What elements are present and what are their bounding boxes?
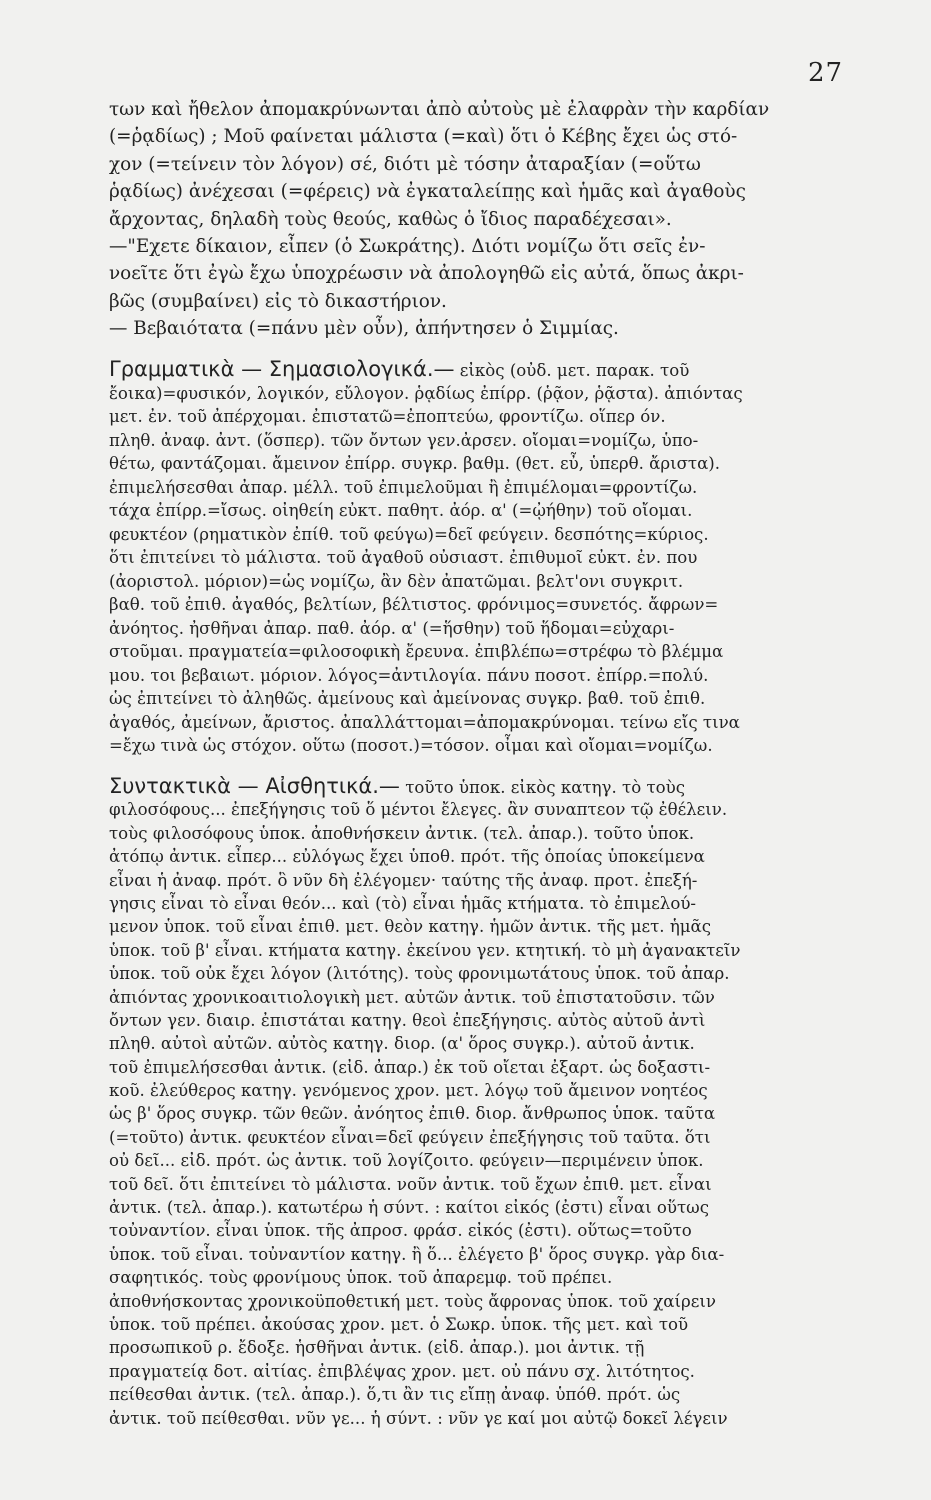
syntax-note-line: πληθ. αὐτοὶ αὐτῶν. αὐτὸς κατηγ. διορ. (α' ὅρος συγκρ.). αὐτοῦ ἀντικ. [109,1034,695,1054]
syntax-note-line: φιλοσόφους... ἐπεξήγησις τοῦ ὅ μέντοι ἔλεγες. ἂν συναπτεον τῷ ἐθέλειν. [109,800,728,820]
syntax-note-line: μενον ὑποκ. τοῦ εἶναι ἐπιθ. μετ. θεὸν κατηγ. ἡμῶν ἀντικ. τῆς μετ. ἡμᾶς [109,917,712,937]
syntax-note-line: ἀποθνήσκοντας χρονικοϋποθετική μετ. τοὺς ἄφρονας ὑποκ. τοῦ χαίρειν [109,1291,716,1311]
syntax-note-line: ἀτόπῳ ἀντικ. εἶπερ... εὐλόγως ἔχει ὑποθ. πρότ. τῆς ὁποίας ὑποκείμενα [109,847,705,867]
text-line: βῶς (συμβαίνει) εἰς τὸ δικαστήριον. [109,290,447,312]
grammar-note-line: στοῦμαι. πραγματεία=φιλοσοφικὴ ἔρευνα. ἐπιβλέπω=στρέφω τὸ βλέμμα [109,642,724,661]
text-line: — Βεβαιότατα (=πάνυ μὲν οὖν), ἀπήντησεν ὁ Σιμμίας. [109,318,619,340]
grammar-note-line: τάχα ἐπίρρ.=ἴσως. οἰηθείη εὐκτ. παθητ. ἀόρ. α' (=ᾠήθην) τοῦ οἴομαι. [109,501,693,520]
grammar-first-note: εἰκὸς (οὐδ. μετ. παρακ. τοῦ [459,361,690,380]
text-line: —"Εχετε δίκαιον, εἶπεν (ὁ Σωκράτης). Διότι νομίζω ὅτι σεῖς ἐν- [109,235,706,257]
syntax-note-line: ὑποκ. τοῦ εἶναι. τοὐναντίον κατηγ. ἢ ὅ... ἐλέγετο β' ὅρος συγκρ. γὰρ δια- [109,1244,725,1264]
syntax-note-line: ὄντων γεν. διαιρ. ἐπιστάται κατηγ. θεοὶ ἐπεξήγησις. αὐτὸς αὐτοῦ ἀντὶ [109,1010,706,1030]
grammar-note-line: ἐπιμελήσεσθαι ἀπαρ. μέλλ. τοῦ ἐπιμελοῦμαι ἢ ἐπιμέλομαι=φροντίζω. [109,477,698,497]
syntax-note-line: ὑποκ. τοῦ πρέπει. ἀκούσας χρον. μετ. ὁ Σωκρ. ὑποκ. τῆς μετ. καὶ τοῦ [109,1314,689,1334]
grammar-note-line: ὡς ἐπιτείνει τὸ ἀληθῶς. ἀμείνους καὶ ἀμείνονας συγκρ. βαθ. τοῦ ἐπιθ. [109,689,706,708]
syntax-note-line: τοῦ δεῖ. ὅτι ἐπιτείνει τὸ μάλιστα. νοῦν ἀντικ. τοῦ ἔχων ἐπιθ. μετ. εἶναι [109,1174,712,1194]
grammar-note-line: θέτω, φαντάζομαι. ἄμεινον ἐπίρρ. συγκρ. βαθμ. (θετ. εὖ, ὑπερθ. ἄριστα). [109,454,721,473]
syntax-heading-line [109,775,861,798]
grammar-notes-section [109,358,861,758]
text-line: (=ῥᾳδίως) ; Μοῦ φαίνεται μάλιστα (=καὶ) ὅτι ὁ Κέβης ἔχει ὡς στό- [109,126,738,148]
syntax-note-line: (=τοῦτο) ἀντικ. φευκτέον εἶναι=δεῖ φεύγειν ἐπεξήγησις τοῦ ταῦτα. ὅτι [109,1127,711,1147]
grammar-note-line: βαθ. τοῦ ἐπιθ. ἀγαθός, βελτίων, βέλτιστος. φρόνιμος=συνετός. ἄφρων= [109,595,719,614]
syntax-notes-section [109,775,861,1430]
syntax-note-line: γησις εἶναι τὸ εἶναι θεόν... καὶ (τὸ) εἶναι ἡμᾶς κτήματα. τὸ ἐπιμελού- [109,893,697,913]
syntax-note-line: πείθεσθαι ἀντικ. (τελ. ἀπαρ.). ὅ,τι ἂν τις εἴπῃ ἀναφ. ὑπόθ. πρότ. ὡς [109,1385,681,1405]
syntax-note-line: κοῦ. ἐλεύθερος κατηγ. γενόμενος χρον. μετ. λόγῳ τοῦ ἄμεινον νοητέος [109,1081,708,1101]
syntax-note-line: ὑποκ. τοῦ οὐκ ἔχει λόγον (λιτότης). τοὺς φρονιμωτάτους ὑποκ. τοῦ ἀπαρ. [109,964,730,984]
grammar-note-line: ἀνόητος. ἠσθῆναι ἀπαρ. παθ. ἀόρ. α' (=ἥσθην) τοῦ ἥδομαι=εὐχαρι- [109,618,675,638]
grammar-note-line: μετ. ἐν. τοῦ ἀπέρχομαι. ἐπιστατῶ=ἐποπτεύω, φροντίζω. οἵπερ όν. [109,407,666,426]
syntax-first-note: τοῦτο ὑποκ. εἰκὸς κατηγ. τὸ τοὺς [405,778,686,797]
page-number: 27 [808,58,844,88]
syntax-note-line: προσωπικοῦ ρ. ἔδοξε. ἡσθῆναι ἀντικ. (εἰδ. ἀπαρ.). μοι ἀντικ. τῇ [109,1338,645,1358]
grammar-note-line: ἀγαθός, ἀμείνων, ἄριστος. ἀπαλλάττομαι=ἀπομακρύνομαι. τείνω εἴς τινα [109,712,740,732]
syntax-note-line: τοὺς φιλοσόφους ὑποκ. ἀποθνήσκειν ἀντικ. (τελ. ἀπαρ.). τοῦτο ὑποκ. [109,823,695,843]
grammar-note-line: ἔοικα)=φυσικόν, λογικόν, εὔλογον. ῥᾳδίως ἐπίρρ. (ῥᾷον, ῥᾷστα). ἀπιόντας [109,383,743,403]
syntax-note-line: ἀντικ. τοῦ πείθεσθαι. νῦν γε... ἡ σύντ. : νῦν γε καί μοι αὐτῷ δοκεῖ λέγειν [109,1408,728,1428]
grammar-note-line: μου. τοι βεβαιωτ. μόριον. λόγος=ἀντιλογία. πάνυ ποσοτ. ἐπίρρ.=πολύ. [109,665,709,685]
text-line: νοεῖτε ὅτι ἐγὼ ἔχω ὑποχρέωσιν νὰ ἀπολογηθῶ εἰς αὐτά, ὅπως ἀκρι- [109,263,744,285]
syntax-note-line: πραγματείᾳ δοτ. αἰτίας. ἐπιβλέψας χρον. μετ. οὐ πάνυ σχ. λιτότητος. [109,1361,695,1381]
grammar-note-line: (ἀοριστολ. μόριον)=ὡς νομίζω, ἂν δὲν ἀπατῶμαι. βελτ'ονι συγκριτ. [109,571,684,591]
translation-passage [109,96,861,343]
syntax-note-line: σαφητικός. τοὺς φρονίμους ὑποκ. τοῦ ἀπαρεμφ. τοῦ πρέπει. [109,1268,613,1288]
grammar-note-line: ὅτι ἐπιτείνει τὸ μάλιστα. τοῦ ἀγαθοῦ οὐσιαστ. ἐπιθυμοῖ εὐκτ. ἐν. που [109,548,698,567]
grammar-note-line: πληθ. ἀναφ. ἀντ. (ὅσπερ). τῶν ὄντων γεν.ἀρσεν. οἴομαι=νομίζω, ὑπο- [109,430,699,450]
text-line: ῥᾳδίως) ἀνέχεσαι (=φέρεις) νὰ ἐγκαταλείπῃς καὶ ἡμᾶς καὶ ἀγαθοὺς [109,181,746,203]
text-line: των καὶ ἤθελον ἀπομακρύνωνται ἀπὸ αὐτοὺς μὲ ἐλαφρὰν τὴν καρδίαν [109,99,770,120]
syntax-note-line: ὑποκ. τοῦ β' εἶναι. κτήματα κατηγ. ἐκείνου γεν. κτητική. τὸ μὴ ἀγανακτεῖν [109,940,741,960]
syntax-note-line: ἀπιόντας χρονικοαιτιολογικὴ μετ. αὐτῶν ἀντικ. τοῦ ἐπιστατοῦσιν. τῶν [109,987,715,1007]
syntax-note-line: τοῦ ἐπιμελήσεσθαι ἀντικ. (εἰδ. ἀπαρ.) ἐκ τοῦ οἴεται ἐξαρτ. ὡς δοξαστι- [109,1057,711,1077]
syntax-note-line: οὐ δεῖ... εἰδ. πρότ. ὡς ἀντικ. τοῦ λογίζοιτο. φεύγειν—περιμένειν ὑποκ. [109,1151,704,1171]
text-line: ἄρχοντας, δηλαδὴ τοὺς θεούς, καθὼς ὁ ἴδιος παραδέχεσαι». [109,208,672,230]
syntax-section-title: Συντακτικὰ — Αἰσθητικά.— [109,775,400,798]
grammar-heading-line [109,358,861,382]
text-line: χον (=τείνειν τὸν λόγον) σέ, διότι μὲ τόσην ἀταραξίαν (=οὕτω [109,153,701,175]
syntax-note-line: εἶναι ἡ ἀναφ. πρότ. ὃ νῦν δὴ ἐλέγομεν· ταύτης τῆς ἀναφ. προτ. ἐπεξή- [109,870,698,890]
syntax-note-line: τοὐναντίον. εἶναι ὑποκ. τῆς ἀπροσ. φράσ. εἰκός (ἐστι). οὕτως=τοῦτο [109,1221,692,1241]
grammar-section-title: Γραμματικὰ — Σημασιολογικά.— [109,358,455,381]
syntax-note-line: ὡς β' ὅρος συγκρ. τῶν θεῶν. ἀνόητος ἐπιθ. διορ. ἄνθρωπος ὑποκ. ταῦτα [109,1104,716,1124]
grammar-note-line: =ἔχω τινὰ ὡς στόχον. οὕτω (ποσοτ.)=τόσον. οἶμαι καὶ οἴομαι=νομίζω. [109,736,713,755]
syntax-note-line: ἀντικ. (τελ. ἀπαρ.). κατωτέρω ἡ σύντ. : καίτοι εἰκός (ἐστι) εἶναι οὕτως [109,1198,709,1218]
grammar-note-line: φευκτέον (ρηματικὸν ἐπίθ. τοῦ φεύγω)=δεῖ φεύγειν. δεσπότης=κύριος. [109,524,709,544]
